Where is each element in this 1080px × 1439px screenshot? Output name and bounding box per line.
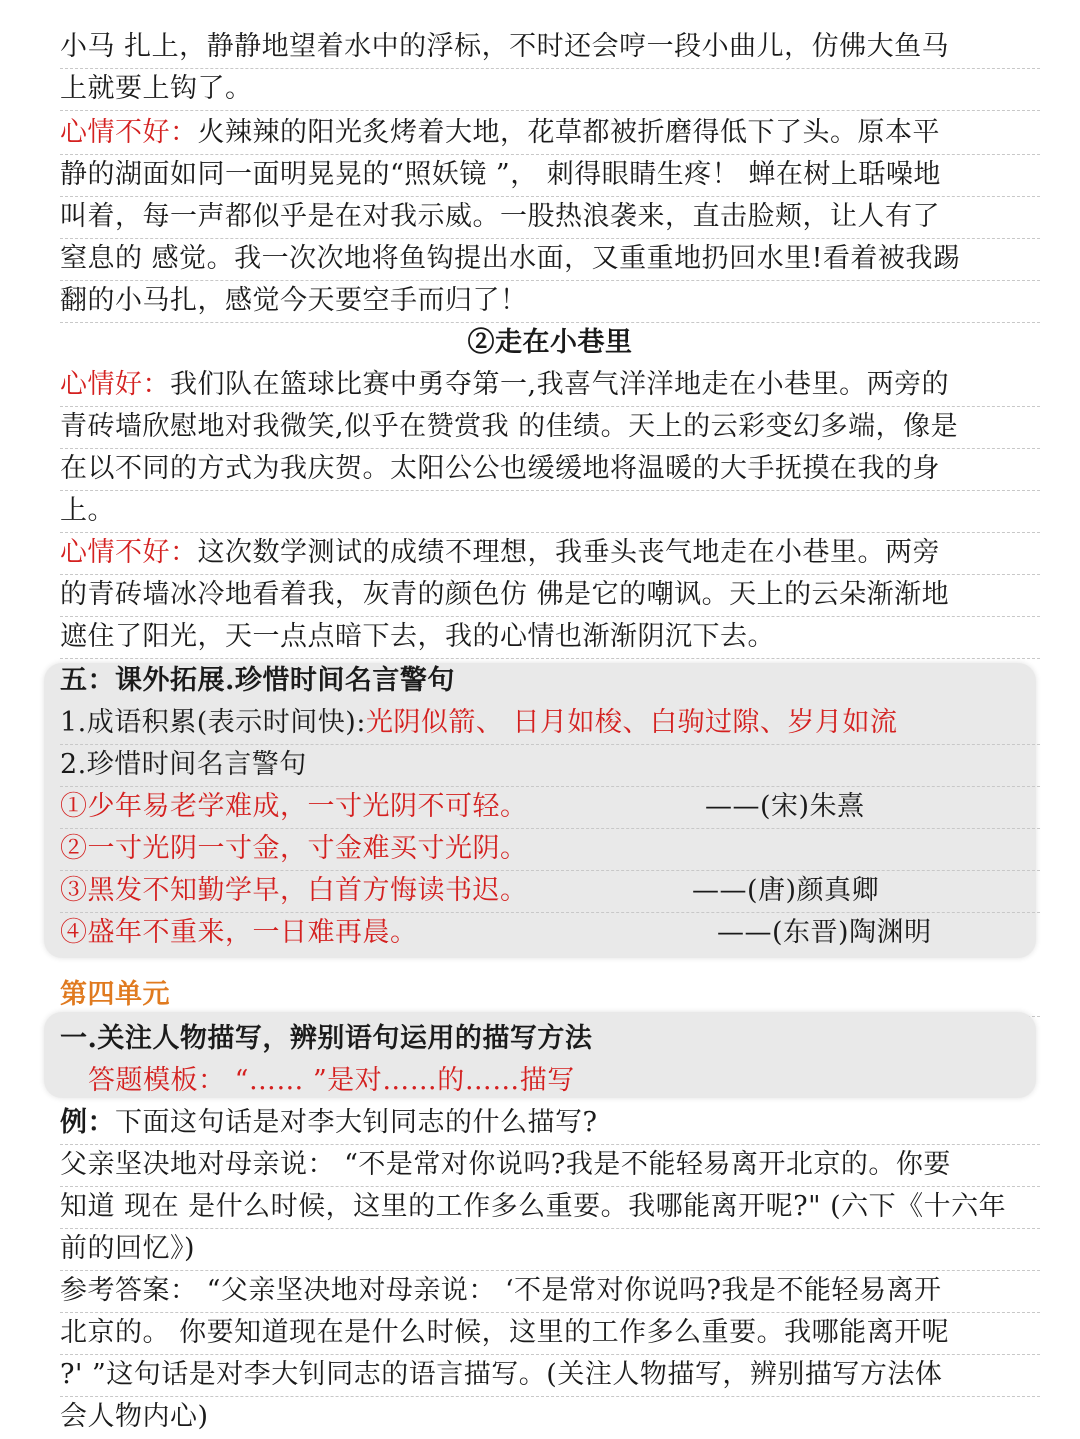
bad-mood-1-text1: 火辣辣的阳光炙烤着大地，花草都被折磨得低下了头。原本平 bbox=[197, 117, 940, 148]
quote-3-author: ——(唐)颜真卿 bbox=[692, 875, 880, 906]
example-text-2-content: 知道 现在 是什么时候，这里的工作多么重要。我哪能离开呢?" (六下《十六年 bbox=[60, 1191, 1007, 1222]
example-question: 下面这句话是对李大钊同志的什么描写? bbox=[115, 1107, 598, 1138]
bad-mood-1-line1 bbox=[60, 112, 1040, 155]
good-mood-line4 bbox=[60, 490, 1040, 533]
answer-text-1 bbox=[60, 1270, 1040, 1313]
bad-mood-1-text2: 静的湖面如同一面明晃晃的“照妖镜 ”， 刺得眼睛生疼！ 蝉在树上聒噪地 bbox=[60, 159, 941, 190]
example-text-3 bbox=[60, 1228, 1040, 1271]
quote-3-text: ③黑发不知勤学早，白首方悔读书迟。 bbox=[60, 875, 528, 906]
bad-mood-1-line4 bbox=[60, 238, 1040, 281]
idioms-text: 光阴似箭、 日月如梭、白驹过隙、岁月如流 bbox=[365, 707, 898, 738]
example-label: 例： bbox=[60, 1107, 115, 1138]
good-mood-text2: 青砖墙欣慰地对我微笑,似乎在赞赏我 的佳绩。天上的云彩变幻多端，像是 bbox=[60, 411, 959, 442]
bad-mood-1-text3: 叫着，每一声都似乎是在对我示威。一股热浪袭来，直击脸颊，让人有了 bbox=[60, 201, 940, 232]
bad-mood-2-text2: 的青砖墙冰冷地看着我，灰青的颜色仿 佛是它的嘲讽。天上的云朵渐渐地 bbox=[60, 579, 950, 610]
quote-4 bbox=[60, 912, 1040, 954]
bad-mood-2-line3 bbox=[60, 616, 1040, 659]
bad-mood-2-text1: 这次数学测试的成绩不理想，我垂头丧气地走在小巷里。两旁 bbox=[197, 537, 940, 568]
section2-title: ②走在小巷里 bbox=[467, 327, 633, 358]
answer-text-2 bbox=[60, 1312, 1040, 1355]
idioms-label: 1.成语积累(表示时间快): bbox=[60, 707, 366, 738]
unit4-heading: 一.关注人物描写，辨别语句运用的描写方法 bbox=[60, 1023, 593, 1054]
bad-mood-2-label: 心情不好： bbox=[60, 537, 198, 568]
example-text-3-content: 前的回忆》) bbox=[60, 1233, 196, 1264]
good-mood-line1 bbox=[60, 364, 1040, 407]
bad-mood-1-line5 bbox=[60, 280, 1040, 323]
answer-text-4 bbox=[60, 1396, 1040, 1438]
example-text-2 bbox=[60, 1186, 1040, 1229]
quotes-label: 2.珍惜时间名言警句 bbox=[60, 749, 307, 780]
example-line bbox=[60, 1102, 1040, 1145]
example-text-1-content: 父亲坚决地对母亲说： “不是常对你说吗?我是不能轻易离开北京的。你要 bbox=[60, 1149, 951, 1180]
bad-mood-2-line2 bbox=[60, 574, 1040, 617]
answer-text-4-content: 会人物内心) bbox=[60, 1401, 209, 1432]
idioms-line bbox=[60, 702, 1040, 745]
quote-4-author: ——(东晋)陶渊明 bbox=[717, 917, 932, 948]
example-text-1 bbox=[60, 1144, 1040, 1187]
answer-text-2-content: 北京的。 你要知道现在是什么时候，这里的工作多么重要。我哪能离开呢 bbox=[60, 1317, 950, 1348]
extension-heading: 五：课外拓展.珍惜时间名言警句 bbox=[60, 665, 455, 696]
para1-line2 bbox=[60, 68, 1040, 111]
good-mood-line3 bbox=[60, 448, 1040, 491]
bad-mood-1-label: 心情不好： bbox=[60, 117, 198, 148]
good-mood-label: 心情好： bbox=[60, 369, 170, 400]
good-mood-text1: 我们队在篮球比赛中勇夺第一,我喜气洋洋地走在小巷里。两旁的 bbox=[170, 369, 950, 400]
bad-mood-2-text3: 遮住了阳光，天一点点暗下去，我的心情也渐渐阴沉下去。 bbox=[60, 621, 775, 652]
answer-template: 答题模板： “…… ”是对……的……描写 bbox=[88, 1065, 575, 1096]
good-mood-line2 bbox=[60, 406, 1040, 449]
quotes-label-line bbox=[60, 744, 1040, 787]
answer-text-3 bbox=[60, 1354, 1040, 1397]
quote-4-text: ④盛年不重来，一日难再晨。 bbox=[60, 917, 418, 948]
para1-line1-text: 小马 扎上，静静地望着水中的浮标，不时还会哼一段小曲儿，仿佛大鱼马 bbox=[60, 31, 950, 62]
answer-template-line bbox=[60, 1060, 1040, 1102]
para1-line1 bbox=[60, 26, 1040, 69]
bad-mood-1-line3 bbox=[60, 196, 1040, 239]
answer-text-1-content: 参考答案： “父亲坚决地对母亲说： ‘不是常对你说吗?我是不能轻易离开 bbox=[60, 1275, 942, 1306]
answer-text-3-content: ?' ”这句话是对李大钊同志的语言描写。(关注人物描写，辨别描写方法体 bbox=[60, 1359, 943, 1390]
quote-1 bbox=[60, 786, 1040, 829]
good-mood-text4: 上。 bbox=[60, 495, 115, 526]
quote-2 bbox=[60, 828, 1040, 871]
para1-line2-text: 上就要上钩了。 bbox=[60, 73, 253, 104]
bad-mood-1-line2 bbox=[60, 154, 1040, 197]
quote-2-text: ②一寸光阴一寸金，寸金难买寸光阴。 bbox=[60, 833, 528, 864]
quote-1-author: ——(宋)朱熹 bbox=[705, 791, 865, 822]
quote-1-text: ①少年易老学难成，一寸光阴不可轻。 bbox=[60, 791, 528, 822]
quote-3 bbox=[60, 870, 1040, 913]
unit4-title: 第四单元 bbox=[60, 979, 170, 1010]
unit4-title-line bbox=[60, 974, 1040, 1017]
bad-mood-1-text5: 翻的小马扎，感觉今天要空手而归了！ bbox=[60, 285, 528, 316]
good-mood-text3: 在以不同的方式为我庆贺。太阳公公也缓缓地将温暖的大手抚摸在我的身 bbox=[60, 453, 940, 484]
bad-mood-1-text4: 窒息的 感觉。我一次次地将鱼钩提出水面，又重重地扔回水里!看着被我踢 bbox=[60, 243, 961, 274]
bad-mood-2-line1 bbox=[60, 532, 1040, 575]
